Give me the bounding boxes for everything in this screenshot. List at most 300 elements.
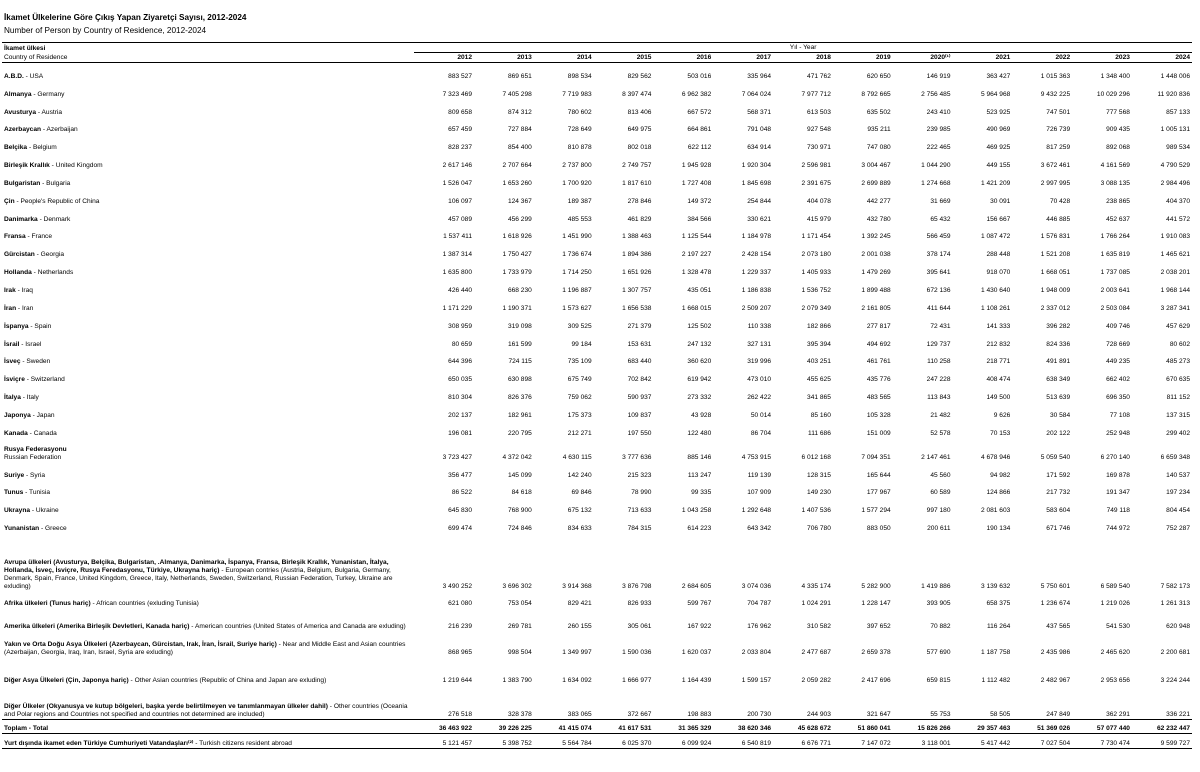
- label-en: - Other countries (Oceania and Polar regions and Countries not specified and countries not determined are included): [4, 703, 408, 719]
- table-row: [2, 384, 1192, 402]
- cell-value: 2 737 800: [562, 162, 592, 170]
- cell-value: 4 161 569: [1100, 162, 1130, 170]
- cell-value: 869 651: [507, 72, 532, 80]
- col-country-en: Country of Residence: [2, 53, 414, 63]
- cell-value: 3 287 341: [1160, 304, 1190, 312]
- cell-value: 36 463 922: [414, 720, 474, 734]
- label-tr: İtalya: [4, 394, 21, 402]
- cell-value: 811 152: [1166, 394, 1190, 402]
- label-en: - Iraq: [15, 286, 33, 294]
- table-row: [2, 206, 1192, 224]
- table-row: [2, 402, 1192, 420]
- label-tr: İsviçre: [4, 376, 25, 384]
- cell-value: 483 565: [866, 394, 891, 402]
- row-label: [2, 313, 414, 331]
- cell-value: 1 920 304: [741, 162, 772, 170]
- label-tr: Gürcistan: [4, 251, 35, 259]
- row-label: [2, 259, 414, 277]
- cell-value: 9 599 727: [1132, 734, 1192, 749]
- cell-value: 566 459: [926, 233, 951, 241]
- cell-value: 2 509 207: [741, 304, 772, 312]
- cell-value: 9 626: [993, 411, 1011, 419]
- cell-value: 1 618 926: [502, 233, 532, 241]
- cell-value: 149 500: [986, 394, 1011, 402]
- cell-value: 8 792 665: [861, 90, 891, 98]
- label-en: - Sweden: [20, 358, 51, 366]
- cell-value: 927 548: [807, 126, 831, 134]
- year-header: 2022: [1012, 53, 1072, 63]
- cell-value: 817 259: [1046, 144, 1071, 152]
- cell-value: 1 044 290: [921, 162, 951, 170]
- label-en: - Turkish citizens resident abroad: [193, 740, 292, 748]
- cell-value: 411 644: [927, 304, 951, 312]
- cell-value: 1 190 371: [502, 304, 532, 312]
- cell-value: 620 948: [1166, 623, 1190, 631]
- cell-value: 191 347: [1106, 489, 1130, 497]
- row-label: [2, 551, 414, 591]
- cell-value: 568 371: [747, 108, 772, 116]
- cell-value: 319 098: [507, 322, 532, 330]
- cell-value: 247 849: [1046, 711, 1071, 719]
- cell-value: 672 136: [926, 286, 951, 294]
- cell-value: 404 078: [807, 197, 831, 205]
- row-label: [2, 349, 414, 367]
- cell-value: 2 001 038: [861, 251, 891, 259]
- cell-value: 747 501: [1046, 108, 1071, 116]
- cell-value: 41 415 074: [534, 720, 594, 734]
- cell-value: 31 669: [930, 197, 951, 205]
- year-header: 2023: [1072, 53, 1132, 63]
- label-tr: A.B.D.: [4, 72, 24, 80]
- cell-value: 1 948 009: [1040, 286, 1071, 294]
- cell-value: 110 338: [747, 322, 772, 330]
- cell-value: 1 164 439: [681, 677, 712, 685]
- cell-value: 435 051: [687, 286, 712, 294]
- label-en: - United Kingdom: [49, 162, 103, 170]
- cell-value: 503 016: [687, 72, 712, 80]
- cell-value: 119 139: [747, 471, 772, 479]
- cell-value: 113 247: [687, 471, 712, 479]
- label-tr: Afrika ülkeleri (Tunus hariç): [4, 600, 91, 608]
- cell-value: 10 029 296: [1096, 90, 1130, 98]
- cell-value: 5 964 968: [980, 90, 1011, 98]
- cell-value: 2 756 485: [921, 90, 951, 98]
- cell-value: 397 652: [866, 623, 891, 631]
- cell-value: 372 667: [627, 711, 652, 719]
- cell-value: 327 131: [747, 340, 772, 348]
- cell-value: 5 750 601: [1040, 583, 1071, 591]
- cell-value: 50 014: [750, 411, 772, 419]
- cell-value: 125 502: [687, 322, 712, 330]
- cell-value: 1 894 386: [622, 251, 652, 259]
- row-label: [2, 384, 414, 402]
- label-en: - American countries (United States of America and Canada are exluding): [189, 623, 406, 631]
- cell-value: 1 171 229: [442, 304, 472, 312]
- cell-value: 1 419 886: [921, 583, 951, 591]
- cell-value: 638 349: [1046, 376, 1071, 384]
- row-label: [2, 734, 414, 749]
- cell-value: 305 061: [627, 623, 652, 631]
- label-en: - Germany: [31, 90, 65, 98]
- cell-value: 3 139 632: [980, 583, 1011, 591]
- cell-value: 883 050: [866, 525, 891, 533]
- cell-value: 1 750 427: [502, 251, 532, 259]
- cell-value: 269 781: [507, 623, 532, 631]
- table-row: [2, 438, 1192, 462]
- cell-value: 243 410: [926, 108, 951, 116]
- cell-value: 106 097: [448, 197, 472, 205]
- row-label: [2, 480, 414, 498]
- label-en: - Netherlands: [31, 269, 74, 277]
- cell-value: 1 536 752: [801, 286, 831, 294]
- cell-value: 1 666 977: [622, 677, 652, 685]
- cell-value: 99 184: [571, 340, 592, 348]
- cell-value: 30 091: [990, 197, 1011, 205]
- cell-value: 4 630 115: [562, 453, 592, 461]
- label-en: - Japan: [30, 411, 55, 419]
- cell-value: 706 780: [807, 525, 831, 533]
- row-label: [2, 134, 414, 152]
- cell-value: 142 240: [567, 471, 592, 479]
- label-en: - Spain: [28, 322, 52, 330]
- cell-value: 395 394: [807, 340, 831, 348]
- cell-value: 675 132: [567, 507, 592, 515]
- cell-value: 1 292 648: [741, 507, 772, 515]
- table-row: [2, 591, 1192, 608]
- cell-value: 356 477: [448, 471, 472, 479]
- cell-value: 668 230: [507, 286, 532, 294]
- cell-value: 2 477 687: [801, 649, 831, 657]
- cell-value: 1 700 920: [562, 179, 592, 187]
- cell-value: 167 922: [687, 623, 712, 631]
- label-tr: Ukrayna: [4, 507, 31, 515]
- row-label: [2, 657, 414, 685]
- cell-value: 378 174: [926, 251, 951, 259]
- cell-value: 80 602: [1169, 340, 1190, 348]
- cell-value: 2 337 012: [1040, 304, 1071, 312]
- cell-value: 1 383 790: [502, 677, 532, 685]
- label-en: - Austria: [36, 108, 63, 116]
- cell-value: 5 282 900: [861, 583, 891, 591]
- cell-value: 31 365 329: [653, 720, 713, 734]
- cell-value: 613 503: [807, 108, 831, 116]
- cell-value: 1 479 269: [861, 269, 891, 277]
- cell-value: 829 421: [567, 600, 592, 608]
- cell-value: 145 099: [507, 471, 532, 479]
- table-row: [2, 349, 1192, 367]
- cell-value: 202 137: [448, 411, 472, 419]
- cell-value: 620 650: [866, 72, 891, 80]
- label-en: - Italy: [20, 394, 39, 402]
- cell-value: 189 387: [567, 197, 592, 205]
- cell-value: 247 228: [926, 376, 951, 384]
- cell-value: 2 984 496: [1160, 179, 1190, 187]
- cell-value: 239 985: [926, 126, 951, 134]
- cell-value: 5 564 784: [534, 734, 594, 749]
- cell-value: 1 043 258: [681, 507, 712, 515]
- table-row: [2, 152, 1192, 170]
- year-header: 2013: [474, 53, 534, 63]
- cell-value: 2 659 378: [861, 649, 891, 657]
- cell-value: 1 620 037: [681, 649, 712, 657]
- cell-value: 190 134: [986, 525, 1011, 533]
- cell-value: 2 417 696: [861, 677, 891, 685]
- label-tr: Bulgaristan: [4, 179, 41, 187]
- cell-value: 182 961: [507, 411, 532, 419]
- cell-value: 1 733 979: [502, 269, 532, 277]
- cell-value: 898 534: [567, 72, 592, 80]
- cell-value: 1 537 411: [443, 233, 472, 241]
- cell-value: 86 522: [451, 489, 472, 497]
- cell-value: 730 971: [807, 144, 831, 152]
- spacer-row: [2, 533, 1192, 551]
- cell-value: 614 223: [687, 525, 712, 533]
- cell-value: 198 883: [687, 711, 712, 719]
- cell-value: 62 232 447: [1132, 720, 1192, 734]
- cell-value: 667 572: [687, 108, 712, 116]
- cell-value: 122 480: [687, 429, 712, 437]
- label-tr: Çin: [4, 197, 15, 205]
- cell-value: 6 659 348: [1160, 453, 1190, 461]
- cell-value: 452 637: [1106, 215, 1130, 223]
- cell-value: 491 891: [1046, 358, 1071, 366]
- cell-value: 70 428: [1049, 197, 1071, 205]
- cell-value: 238 865: [1106, 197, 1130, 205]
- cell-value: 868 965: [448, 649, 472, 657]
- cell-value: 1 451 990: [562, 233, 592, 241]
- cell-value: 85 160: [810, 411, 831, 419]
- col-country-tr: İkamet ülkesi: [2, 43, 414, 53]
- table-row: [2, 608, 1192, 631]
- cell-value: 51 860 041: [833, 720, 893, 734]
- cell-value: 473 010: [747, 376, 772, 384]
- cell-value: 1 015 363: [1040, 72, 1071, 80]
- year-header: 2021: [953, 53, 1013, 63]
- cell-value: 328 378: [507, 711, 532, 719]
- cell-value: 650 035: [448, 376, 472, 384]
- cell-value: 140 537: [1166, 471, 1190, 479]
- label-en: Russian Federation: [4, 453, 62, 461]
- cell-value: 635 502: [866, 108, 891, 116]
- label-en: - People's Republic of China: [14, 197, 100, 205]
- cell-value: 202 122: [1046, 429, 1071, 437]
- cell-value: 43 928: [691, 411, 712, 419]
- label-en: - Bulgaria: [40, 179, 71, 187]
- row-label: [2, 117, 414, 135]
- label-tr: Toplam: [4, 725, 27, 733]
- year-header: 2019: [833, 53, 893, 63]
- cell-value: 3 004 467: [861, 162, 891, 170]
- cell-value: 461 829: [627, 215, 652, 223]
- table-row: [2, 241, 1192, 259]
- label-en: - Azerbaijan: [41, 126, 78, 134]
- row-label: [2, 462, 414, 480]
- table-row: [2, 259, 1192, 277]
- cell-value: 809 658: [448, 108, 472, 116]
- cell-value: 2 684 605: [681, 583, 712, 591]
- table-row: [2, 657, 1192, 685]
- cell-value: 3 672 461: [1040, 162, 1071, 170]
- cell-value: 1 845 698: [741, 179, 772, 187]
- cell-value: 1 577 294: [861, 507, 891, 515]
- cell-value: 1 714 250: [562, 269, 592, 277]
- cell-value: 11 920 836: [1157, 90, 1190, 98]
- cell-value: 310 582: [807, 623, 831, 631]
- cell-value: 278 846: [627, 197, 652, 205]
- cell-value: 1 405 933: [801, 269, 831, 277]
- label-tr: Yakın ve Orta Doğu Asya Ülkeleri (Azerbaycan, Gürcistan, Irak, İran, İsrail, Suriye hariç): [4, 641, 277, 649]
- cell-value: 2 435 986: [1040, 649, 1071, 657]
- cell-value: 1 219 644: [442, 677, 472, 685]
- cell-value: 829 562: [627, 72, 652, 80]
- cell-value: 2 482 967: [1040, 677, 1071, 685]
- cell-value: 485 553: [567, 215, 592, 223]
- cell-value: 2 707 664: [502, 162, 532, 170]
- cell-value: 804 454: [1166, 507, 1190, 515]
- cell-value: 2 503 084: [1100, 304, 1130, 312]
- cell-value: 752 287: [1166, 525, 1190, 533]
- label-en: - Syria: [24, 471, 46, 479]
- cell-value: 395 641: [926, 269, 951, 277]
- cell-value: 634 914: [747, 144, 772, 152]
- cell-value: 1 388 463: [622, 233, 652, 241]
- cell-value: 1 448 006: [1160, 72, 1190, 80]
- cell-value: 84 618: [511, 489, 532, 497]
- cell-value: 2 059 282: [801, 677, 831, 685]
- cell-value: 7 147 072: [833, 734, 893, 749]
- cell-value: 577 690: [926, 649, 951, 657]
- cell-value: 45 560: [930, 471, 951, 479]
- cell-value: 1 087 472: [980, 233, 1011, 241]
- cell-value: 2 749 757: [622, 162, 652, 170]
- cell-value: 58 505: [990, 711, 1011, 719]
- cell-value: 3 118 001: [893, 734, 953, 749]
- cell-value: 2 079 349: [801, 304, 831, 312]
- label-tr: Suriye: [4, 471, 25, 479]
- cell-value: 215 323: [627, 471, 652, 479]
- cell-value: 7 064 024: [741, 90, 772, 98]
- label-tr: Almanya: [4, 90, 32, 98]
- cell-value: 4 372 042: [502, 453, 532, 461]
- cell-value: 885 146: [687, 453, 712, 461]
- cell-value: 446 885: [1046, 215, 1071, 223]
- cell-value: 2 197 227: [681, 251, 712, 259]
- cell-value: 38 620 346: [713, 720, 773, 734]
- cell-value: 276 518: [448, 711, 472, 719]
- cell-value: 828 237: [448, 144, 472, 152]
- row-label: [2, 170, 414, 188]
- page-subtitle: Number of Person by Country of Residence, 2012-2024: [4, 26, 207, 35]
- table-row: [2, 99, 1192, 117]
- cell-value: 57 077 440: [1072, 720, 1132, 734]
- cell-value: 892 068: [1106, 144, 1130, 152]
- cell-value: 747 080: [866, 144, 891, 152]
- row-label: [2, 497, 414, 515]
- table-row: [2, 720, 1192, 734]
- cell-value: 1 590 036: [622, 649, 652, 657]
- table-row: [2, 188, 1192, 206]
- cell-value: 3 723 427: [442, 453, 472, 461]
- cell-value: 657 459: [448, 126, 472, 134]
- cell-value: 124 367: [507, 197, 532, 205]
- cell-value: 1 236 674: [1040, 600, 1071, 608]
- cell-value: 1 668 051: [1040, 269, 1071, 277]
- cell-value: 3 777 636: [622, 453, 652, 461]
- cell-value: 6 676 771: [773, 734, 833, 749]
- cell-value: 826 376: [507, 394, 532, 402]
- cell-value: 664 861: [687, 126, 712, 134]
- table-row: [2, 277, 1192, 295]
- cell-value: 110 258: [927, 358, 951, 366]
- label-en: - Tunisia: [23, 489, 51, 497]
- row-label: [2, 685, 414, 720]
- cell-value: 262 422: [747, 394, 772, 402]
- cell-value: 784 315: [627, 525, 652, 533]
- label-tr: Birleşik Krallık: [4, 162, 50, 170]
- label-tr: Diğer Ülkeler (Okyanusya ve kutup bölgeleri, başka yerde belirtilmeyen ve tanımlanmayan ülkeler dahil): [4, 703, 328, 711]
- label-tr: İsrail: [4, 340, 20, 348]
- cell-value: 810 304: [448, 394, 472, 402]
- label-en: - Other Asian countries (Republic of China and Japan are exluding): [128, 677, 327, 685]
- cell-value: 1 736 674: [562, 251, 592, 259]
- table-row: [2, 81, 1192, 99]
- cell-value: 1 024 291: [801, 600, 831, 608]
- label-tr: Azerbaycan: [4, 126, 42, 134]
- cell-value: 469 925: [986, 144, 1011, 152]
- cell-value: 834 633: [567, 525, 592, 533]
- table-row: [2, 631, 1192, 657]
- cell-value: 197 234: [1166, 489, 1190, 497]
- cell-value: 77 108: [1109, 411, 1130, 419]
- cell-value: 1 307 757: [622, 286, 652, 294]
- cell-value: 21 482: [930, 411, 951, 419]
- table-row: [2, 480, 1192, 498]
- year-header: 2015: [594, 53, 654, 63]
- cell-value: 107 909: [747, 489, 772, 497]
- cell-value: 728 649: [567, 126, 592, 134]
- label-tr: Amerika ülkeleri (Amerika Birleşik Devletleri, Kanada hariç): [4, 623, 190, 631]
- cell-value: 41 617 531: [594, 720, 654, 734]
- label-en: - Canada: [27, 429, 57, 437]
- table-row: [2, 134, 1192, 152]
- cell-value: 457 089: [448, 215, 472, 223]
- cell-value: 744 972: [1106, 525, 1130, 533]
- cell-value: 161 599: [507, 340, 532, 348]
- cell-value: 308 959: [448, 322, 472, 330]
- cell-value: 69 846: [571, 489, 592, 497]
- table-row: [2, 685, 1192, 720]
- data-table: [2, 42, 1192, 749]
- header-row-1: [2, 43, 1192, 53]
- cell-value: 212 271: [567, 429, 592, 437]
- cell-value: 218 771: [986, 358, 1011, 366]
- cell-value: 2 147 461: [921, 453, 951, 461]
- cell-value: 113 843: [927, 394, 951, 402]
- cell-value: 1 125 544: [681, 233, 712, 241]
- cell-value: 330 621: [747, 215, 772, 223]
- page-title: İkamet Ülkelerine Göre Çıkış Yapan Ziyaretçi Sayısı, 2012-2024: [4, 13, 247, 22]
- table-row: [2, 313, 1192, 331]
- cell-value: 2 391 675: [801, 179, 831, 187]
- cell-value: 129 737: [926, 340, 951, 348]
- cell-value: 935 211: [867, 126, 891, 134]
- row-label: [2, 277, 414, 295]
- cell-value: 1 899 488: [861, 286, 891, 294]
- cell-value: 39 226 225: [474, 720, 534, 734]
- cell-value: 3 224 244: [1160, 677, 1190, 685]
- row-label: [2, 420, 414, 438]
- cell-value: 989 534: [1166, 144, 1190, 152]
